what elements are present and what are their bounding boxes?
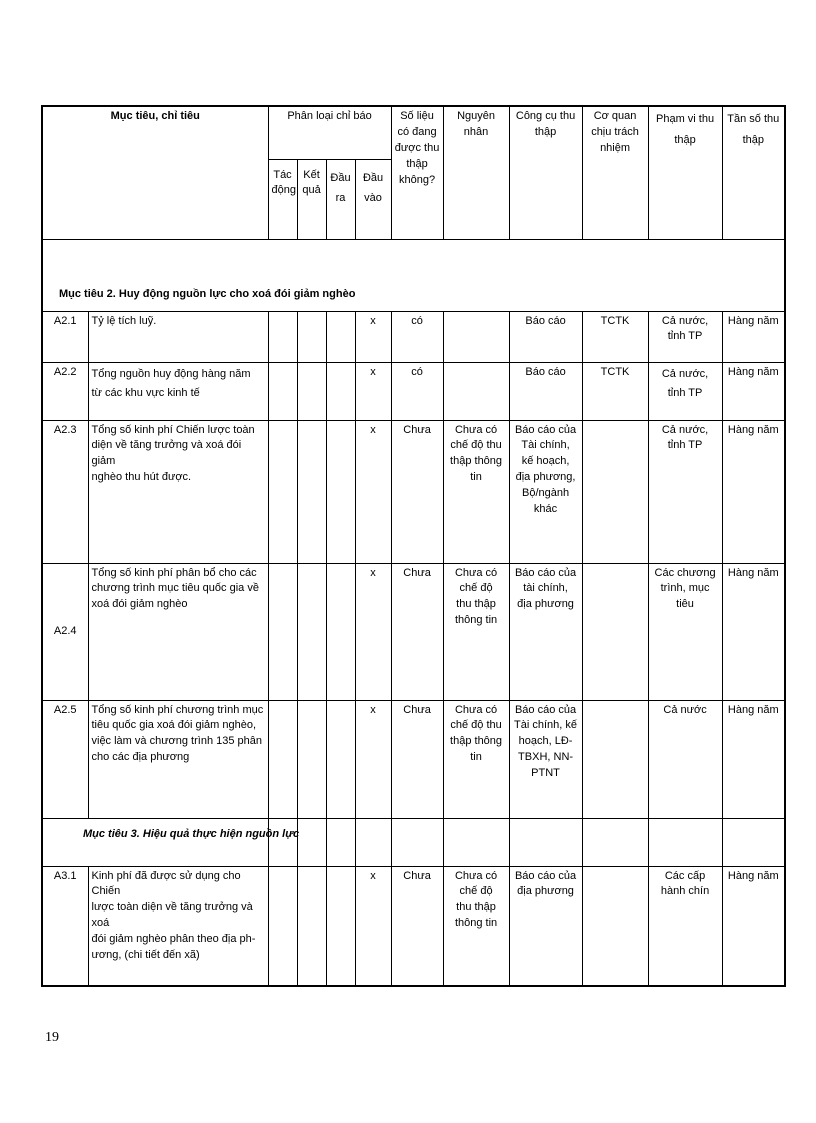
section-title: Mục tiêu 2. Huy động nguồn lực cho xoá đói giảm nghèo (42, 239, 785, 311)
row-input: x (355, 311, 391, 362)
header-agency: Cơ quan chịu trách nhiệm (582, 106, 648, 239)
row-desc: Tổng nguồn huy động hàng năm từ các khu vực kinh tế (88, 362, 268, 420)
row-agency: TCTK (582, 311, 648, 362)
row-tool: Báo cáo của Tài chính, kế hoạch, địa phương, Bộ/ngành khác (509, 420, 582, 563)
row-code: A2.1 (42, 311, 88, 362)
header-scope: Phạm vi thu thập (648, 106, 722, 239)
header-outcome: Kết quả (297, 159, 326, 239)
row-tool: Báo cáo của tài chính, địa phương (509, 563, 582, 700)
row-scope: Cả nước, tỉnh TP (648, 362, 722, 420)
table-row (42, 866, 785, 986)
row-scope: Các chương trình, mục tiêu (648, 563, 722, 700)
row-input: x (355, 362, 391, 420)
row-input: x (355, 420, 391, 563)
row-tool: Báo cáo (509, 362, 582, 420)
table-row (42, 563, 785, 700)
row-agency: TCTK (582, 362, 648, 420)
header-frequency: Tần số thu thập (722, 106, 785, 239)
row-agency (582, 700, 648, 818)
indicator-table (41, 105, 786, 987)
row-desc: Tổng số kinh phí phân bổ cho các chương trình mục tiêu quốc gia về xoá đói giảm nghèo (88, 563, 268, 700)
row-agency (582, 563, 648, 700)
row-freq: Hàng năm (722, 563, 785, 700)
header-goal: Mục tiêu, chỉ tiêu (42, 106, 268, 239)
row-freq: Hàng năm (722, 700, 785, 818)
table-row (42, 700, 785, 818)
row-desc: Tỷ lệ tích luỹ. (88, 311, 268, 362)
table-row (42, 362, 785, 420)
section-title: Mục tiêu 3. Hiệu quả thực hiện nguồn lực (42, 818, 268, 866)
row-agency (582, 866, 648, 986)
row-collected: Chưa (391, 866, 443, 986)
row-collected: Chưa (391, 563, 443, 700)
row-agency (582, 420, 648, 563)
header-row-1 (42, 106, 785, 159)
row-tool: Báo cáo (509, 311, 582, 362)
row-code: A2.4 (42, 563, 88, 700)
row-code: A2.5 (42, 700, 88, 818)
row-scope: Cả nước (648, 700, 722, 818)
row-reason: Chưa có chế độ thu thập thông tin (443, 700, 509, 818)
row-collected: Chưa (391, 420, 443, 563)
row-scope: Các cấp hành chín (648, 866, 722, 986)
row-tool: Báo cáo của Tài chính, kế hoạch, LĐ- TBXH, NN- PTNT (509, 700, 582, 818)
row-desc: Tổng số kinh phí chương trình mục tiêu quốc gia xoá đói giảm nghèo, việc làm và chương trình 135 phân cho các địa phương (88, 700, 268, 818)
row-collected: có (391, 311, 443, 362)
header-output: Đầu ra (326, 159, 355, 239)
row-scope: Cả nước, tỉnh TP (648, 420, 722, 563)
section-row (42, 239, 785, 311)
page-number: 19 (45, 1030, 59, 1045)
header-classification: Phân loại chỉ báo (268, 106, 391, 159)
row-reason: Chưa có chế độ thu thập thông tin (443, 420, 509, 563)
row-input: x (355, 563, 391, 700)
section-row (42, 818, 785, 866)
row-scope: Cả nước, tỉnh TP (648, 311, 722, 362)
header-data-collected: Số liệu có đang được thu thập không? (391, 106, 443, 239)
row-collected: có (391, 362, 443, 420)
header-impact: Tác động (268, 159, 297, 239)
header-tool: Công cụ thu thập (509, 106, 582, 239)
header-reason: Nguyên nhân (443, 106, 509, 239)
table-row (42, 311, 785, 362)
table-row (42, 420, 785, 563)
row-freq: Hàng năm (722, 311, 785, 362)
row-input: x (355, 700, 391, 818)
row-tool: Báo cáo của địa phương (509, 866, 582, 986)
header-input: Đầu vào (355, 159, 391, 239)
row-code: A2.2 (42, 362, 88, 420)
row-collected: Chưa (391, 700, 443, 818)
row-freq: Hàng năm (722, 420, 785, 563)
row-reason: Chưa có chế độ thu thập thông tin (443, 563, 509, 700)
row-freq: Hàng năm (722, 362, 785, 420)
row-desc: Kinh phí đã được sử dụng cho Chiến lược toàn diện về tăng trưởng và xoá đói giảm nghèo phân theo địa ph- ương, (chi tiết đến xã) (88, 866, 268, 986)
row-desc: Tổng số kinh phí Chiến lược toàn diện về tăng trưởng và xoá đói giảm nghèo thu hút được. (88, 420, 268, 563)
row-reason: Chưa có chế độ thu thập thông tin (443, 866, 509, 986)
row-input: x (355, 866, 391, 986)
row-freq: Hàng năm (722, 866, 785, 986)
row-code: A3.1 (42, 866, 88, 986)
row-code: A2.3 (42, 420, 88, 563)
row-reason (443, 311, 509, 362)
row-reason (443, 362, 509, 420)
